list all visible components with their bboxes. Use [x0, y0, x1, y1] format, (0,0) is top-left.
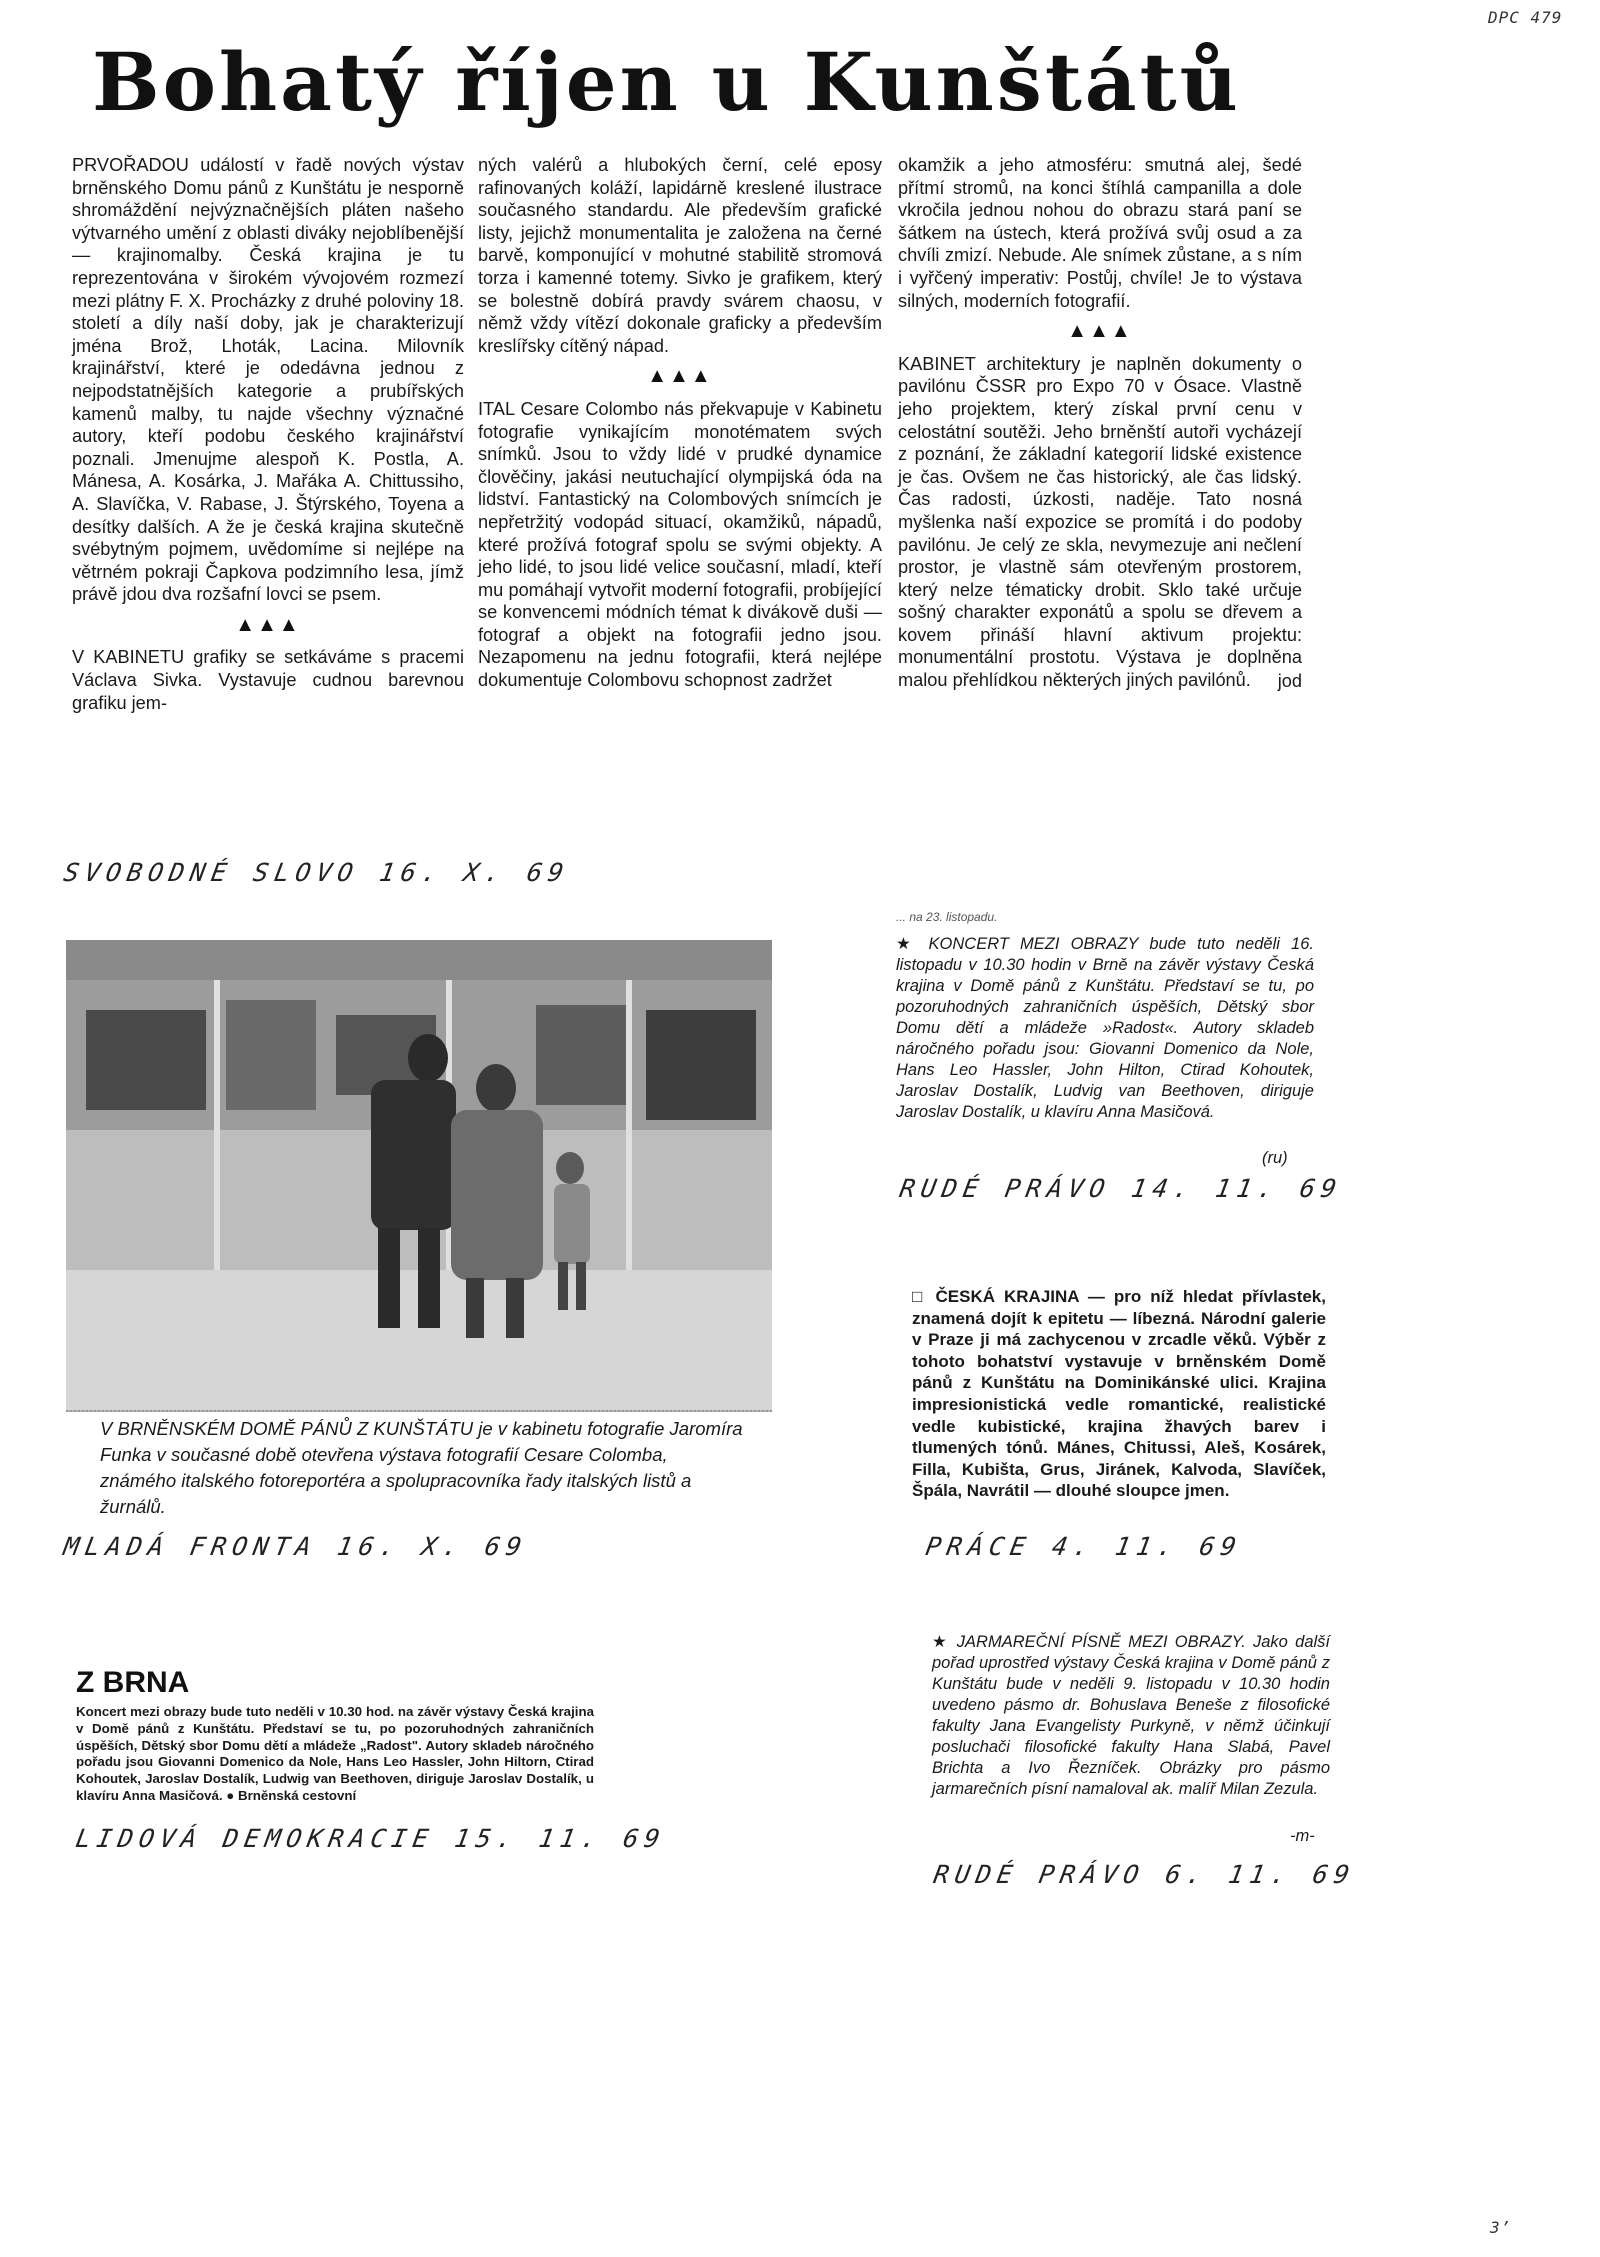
article-paragraph: PRVOŘADOU událostí v řadě nových výstav brněnského Domu pánů z Kunštátu je nesporně shromáždění nejvýznačnějších pláten našeho výtvarného umění z oblasti diváky nejoblíbenější — krajinomalby. Česká krajina je tu reprezentována v širokém vývojovém rozmezí mezi plátny F. X. Procházky z druhé poloviny 18. století a díly naší doby, jak je charakterizují jména Brož, Lhoták, Lacina. Milovník krajinářství, které je odedávna jednou z nejpodstatnějších kategorie a prubířských kamenů malby, tu najde všechny význačné autory, kteří podobu českého krajinářství poznali. Jmenujme alespoň K. Postla, A. Mánesa, A. Kosárka, J. Mařáka A. Chittussiho, A. Slavíčka, V. Rabase, J. Štýrského, Toyena a desítky dalších. A že je česká krajina skutečně svébytným pojmem, uvědomíme si nejlépe na větrném pokraji Čapkova podzimního lesa, jímž právě jdou dva rozšafní lovci se psem. — [72, 155, 464, 605]
exhibition-photo-drawing — [66, 940, 772, 1410]
handwritten-source: PRÁCE 4. 11. 69 — [923, 1532, 1245, 1561]
clip-krajina-text: □ ČESKÁ KRAJINA — pro níž hledat přívlastek, znamená dojít k epitetu — líbezná. Národní galerie v Praze ji má zachycenou v zrcadle věků. Výběr z tohoto bohatství vystavuje v brněnském Domě pánů z Kunštátu na Dominikánské ulici. Krajina impresionistická vedle romantické, realistické vedle kubistické, krajina žhavých barev i tlumených tónů. Mánes, Chitussi, Aleš, Kosárek, Filla, Kubišta, Grus, Jiránek, Kalvoda, Slavíček, Špála, Navrátil — dlouhé sloupce jmen. — [912, 1287, 1326, 1501]
clip-koncert-text: ★ KONCERT MEZI OBRAZY bude tuto neděli 16. listopadu v 10.30 hodin v Brně na závěr výstavy Česká krajina v Domě pánů z Kunštátu. Představí se tu, po pozoruhodných zahraničních úspěších, Dětský sbor Domu dětí a mládeže »Radost«. Autory skladeb náročného pořadu jsou: Giovanni Domenico da Nole, Hans Leo Hassler, John Hilton, Ctirad Kohoutek, Jaroslav Dostalík, Ludvig van Beethoven, diriguje Jaroslav Dostalík, u klavíru Anna Masičová. — [896, 935, 1314, 1121]
handwritten-source: RUDÉ PRÁVO 14. 11. 69 — [897, 1174, 1345, 1203]
archive-number: DPC 479 — [1488, 8, 1563, 27]
article-paragraph: okamžik a jeho atmosféru: smutná alej, šedé přítmí stromů, na konci štíhlá campanilla a dole vkročila jednou nohou do obrazu stará paní se šátkem na ústech, která prožívá svůj osud a za chvíli zmizí. Nebude. Ale snímek zůstane, a s ním i vyřčený imperativ: Postůj, chvíle! Je to výstava silných, moderních fotografií. — [898, 155, 1302, 311]
clip-zbrna-title: Z BRNA — [76, 1666, 190, 1699]
handwritten-source: LIDOVÁ DEMOKRACIE 15. 11. 69 — [73, 1824, 668, 1853]
section-divider: ▲▲▲ — [235, 613, 301, 636]
section-divider: ▲▲▲ — [1067, 320, 1133, 343]
clip-koncert-signature: (ru) — [1262, 1149, 1288, 1167]
clip-jarmarecni-signature: -m- — [1290, 1827, 1315, 1845]
handwritten-source: MLADÁ FRONTA 16. X. 69 — [61, 1532, 530, 1561]
headline: Bohatý říjen u Kunštátů — [92, 35, 1241, 129]
section-divider: ▲▲▲ — [647, 365, 713, 388]
page-number: 3’ — [1490, 2218, 1512, 2237]
handwritten-source: RUDÉ PRÁVO 6. 11. 69 — [931, 1860, 1358, 1889]
article-paragraph: ných valérů a hlubokých černí, celé eposy rafinovaných koláží, lapidárně kreslené ilustrace současného standardu. Ale především grafické listy, jejichž monumentalita je založena na černé barvě, komponující v mohutné stabilitě stromová torza i kamenné totemy. Sivko je grafikem, který se bolestně dobírá pravdy svárem chaosu, v němž vždy vítězí dokonale graficky a především kreslířsky cítěný nápad. — [478, 155, 882, 356]
article-column-2 — [478, 154, 882, 698]
clip-zbrna-text: Koncert mezi obrazy bude tuto neděli v 10.30 hod. na závěr výstavy Česká krajina v Domě pánů z Kunštátu. Představí se tu, po pozoruhodných zahraničních úspěších, Dětský sbor Domu dětí a mládeže „Radost". Autory skladeb náročného pořadu jsou Giovanni Domenico da Nole, Hans Leo Hassler, John Hiltorn, Ctirad Kohoutek, Jaroslav Dostalík, Ludwig van Beethoven, diriguje Jaroslav Dostalík, u klavíru Anna Masičová. ● Brněnská cestovní — [76, 1704, 594, 1803]
article-paragraph: ITAL Cesare Colombo nás překvapuje v Kabinetu fotografie vynikajícím monotématem svých snímků. Jsou to vždy lidé v prudké dynamice člověčiny, jakási neutuchající olympijská óda na lidství. Fantastický na Colombových snímcích je nepřetržitý vodopád situací, okamžiků, nápadů, které prožívá fotograf spolu se svými objekty. A jeho lidé, to jsou lidé velice současní, mladí, kteří mu pomáhají vytvořit moderní fotografii, probíjející se konvencemi módních témat k divákově duši — fotograf a objekt na fotografii jedno jsou. Nezapomenu na jednu fotografii, která nejlépe dokumentuje Colombovu schopnost zadržet — [478, 398, 882, 691]
exhibition-photo — [66, 940, 772, 1412]
clip-jarmarecni-text: ★ JARMAREČNÍ PÍSNĚ MEZI OBRAZY. Jako další pořad uprostřed výstavy Česká krajina v Domě pánů z Kunštátu bude v neděli 9. listopadu v 10.30 hodin uvedeno pásmo dr. Bohuslava Beneše z filosofické fakulty Jana Evangelisty Purkyně, v němž účinkují posluchači filosofické fakulty Hana Slabá, Pavel Brichta a Ivo Řezníček. Obrázky pro pásmo jarmarečních písní namaloval ak. malíř Milan Zezula. — [932, 1633, 1330, 1798]
article-column-1 — [72, 154, 464, 720]
photo-caption: V BRNĚNSKÉM DOMĚ PÁNŮ Z KUNŠTÁTU je v kabinetu fotografie Jaromíra Funka v současné době otevřena výstava fotografií Cesare Colomba, známého italského fotoreportéra a spolupracovníka řady italských listů a žurnálů. — [100, 1418, 743, 1517]
article-paragraph: KABINET architektury je naplněn dokumenty o pavilónu ČSSR pro Expo 70 v Ósace. Vlastně jeho projektem, který získal první cenu v celostátní soutěži. Jeho brněnští autoři vycházejí z poznání, že základní kategorií lidské existence je čas. Ovšem ne čas historický, ale čas lidský. Čas radosti, úzkosti, naděje. Tato nosná myšlenka naší expozice se promítá i do podoby pavilónu. Je celý ze skla, nevymezuje ani nečlení prostor, je vlastně sám otevřeným prostorem, který nelze tématicky drobit. Sklo také určuje sošný charakter exponátů a spolu se dřevem a kovem přináší hlavní aktivum projektu: monumentální prostotu. Výstava je doplněna malou přehlídkou některých jiných pavilónů. — [898, 353, 1302, 691]
handwritten-source: SVOBODNÉ SLOVO 16. X. 69 — [61, 858, 572, 887]
article-paragraph: V KABINETU grafiky se setkáváme s pracemi Václava Sivka. Vystavuje cudnou barevnou grafiku jem- — [72, 647, 464, 713]
article-column-3 — [898, 154, 1302, 692]
clip-cut-line: ... na 23. listopadu. — [896, 910, 998, 924]
article-signature: jod — [1277, 670, 1302, 691]
